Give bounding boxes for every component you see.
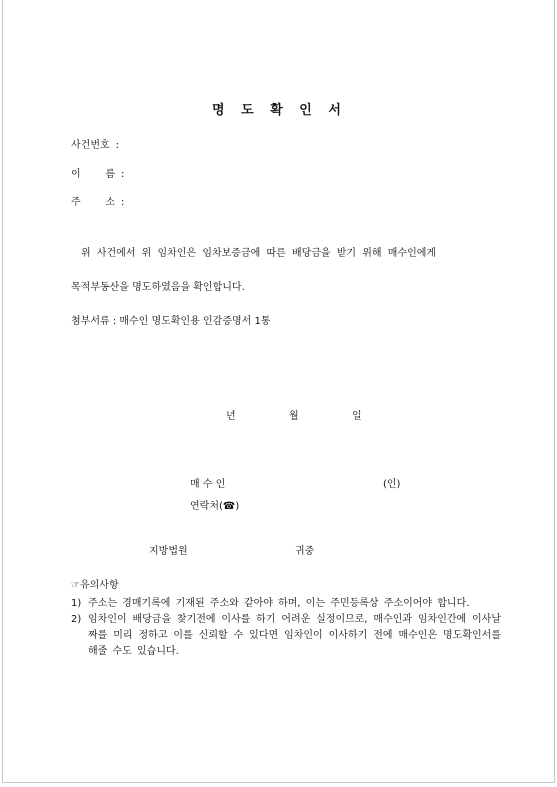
note-number: 2) bbox=[71, 614, 82, 625]
attachment-line: 첨부서류 : 매수인 명도확인용 인감증명서 1통 bbox=[71, 316, 271, 327]
seal-mark: (인) bbox=[383, 479, 401, 490]
buyer-label: 매 수 인 bbox=[190, 479, 226, 490]
case-number-label: 사건번호 bbox=[71, 140, 110, 151]
name-label: 이 름 bbox=[71, 169, 115, 180]
date-month: 월 bbox=[289, 411, 299, 422]
document-title: 명 도 확 인 서 bbox=[212, 103, 347, 118]
body-line-2: 목적부동산을 명도하였음을 확인합니다. bbox=[71, 282, 245, 293]
note-item bbox=[71, 612, 501, 660]
note-number: 1) bbox=[71, 598, 82, 609]
note-item bbox=[71, 596, 501, 612]
case-number-field bbox=[71, 140, 119, 152]
case-number-colon: : bbox=[115, 140, 120, 151]
court-recipient: 귀중 bbox=[295, 546, 315, 557]
date-day: 일 bbox=[352, 411, 362, 422]
notes-list bbox=[71, 596, 501, 660]
name-field bbox=[71, 169, 124, 181]
note-text: 임차인이 배당금을 찾기전에 이사를 하기 어려운 실정이므로, 매수인과 임차인간에 이사날짜를 미리 정하고 이를 신뢰할 수 있다면 임차인이 이사하기 전에 매수인은 명도확인서를 해줄 수도 있습니다. bbox=[88, 614, 501, 657]
court-name: 지방법원 bbox=[149, 546, 188, 557]
body-line-1: 위 사건에서 위 임차인은 임차보증금에 따른 배당금을 받기 위해 매수인에게 bbox=[81, 248, 437, 259]
notes-heading: ☞유의사항 bbox=[71, 580, 119, 591]
date-year: 년 bbox=[226, 411, 236, 422]
address-field bbox=[71, 197, 124, 209]
document-page bbox=[2, 0, 555, 783]
name-colon: : bbox=[121, 169, 125, 180]
address-label: 주 소 bbox=[71, 197, 115, 208]
address-colon: : bbox=[121, 197, 125, 208]
note-text: 주소는 경매기록에 기재된 주소와 같아야 하며, 이는 주민등록상 주소이어야 합니다. bbox=[88, 598, 470, 609]
contact-label: 연락처(☎) bbox=[190, 501, 240, 512]
